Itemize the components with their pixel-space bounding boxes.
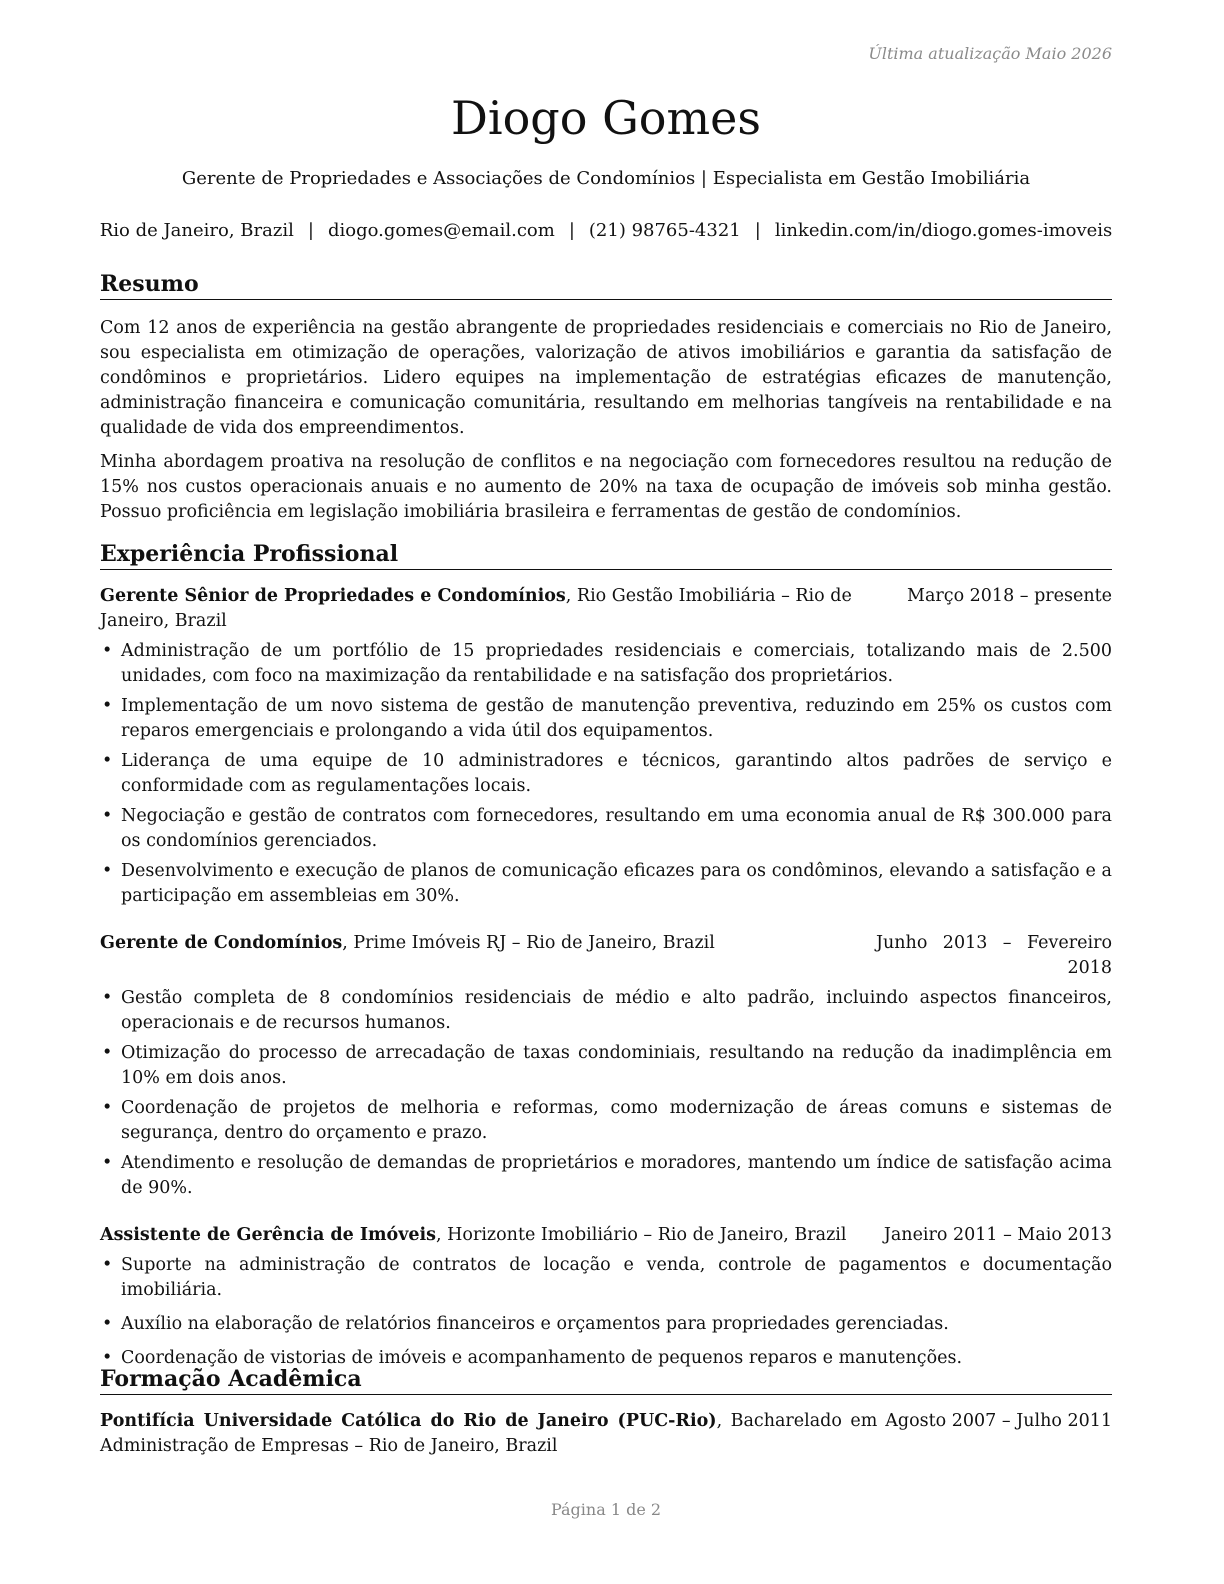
job-header [100,584,1112,634]
candidate-name: Diogo Gomes [451,91,761,145]
job-role: Gerente Sênior de Propriedades e Condomínios [100,586,566,606]
section-title-summary: Resumo [100,270,1112,300]
education-detail: , Bacharelado em Administração de Empresas – Rio de Janeiro, Brazil [100,1411,878,1456]
bullet-icon: • [102,1153,113,1173]
bullet-icon: • [102,861,113,881]
contact-separator: | [568,220,575,241]
list-item: • Auxílio na elaboração de relatórios financeiros e orçamentos para propriedades gerenciadas. [100,1312,1112,1337]
contact-line [100,218,1112,244]
page-number: Página 1 de 2 [550,1500,662,1519]
list-item: • Negociação e gestão de contratos com fornecedores, resultando em uma economia anual de R$ 300.000 para os condomínios gerenciados. [102,806,1112,851]
list-item: • Suporte na administração de contratos de locação e venda, controle de pagamentos e documentação imobiliária. [102,1255,1112,1300]
job-title-line [100,1223,884,1248]
contact-location: Rio de Janeiro, Brazil [99,220,294,241]
section-title-education: Formação Acadêmica [100,1365,1112,1395]
list-item: • Coordenação de vistorias de imóveis e acompanhamento de pequenos reparos e manutenções. [100,1346,1112,1371]
list-item: • Liderança de uma equipe de 10 administradores e técnicos, garantindo altos padrões de serviço e conformidade com as regulamentações locais. [102,751,1112,796]
last-updated: Última atualização Maio 2026 [868,44,1112,63]
job-dates: Janeiro 2011 – Maio 2013 [883,1225,1112,1245]
list-item: • Atendimento e resolução de demandas de proprietários e moradores, mantendo um índice de satisfação acima de 90%. [102,1153,1112,1198]
job-title-line [100,931,876,956]
job-bullets [100,1253,1112,1371]
resume-page [100,0,1112,1584]
list-item: • Gestão completa de 8 condomínios residenciais de médio e alto padrão, incluindo aspectos financeiros, operacionais e de recursos humanos. [102,988,1112,1033]
bullet-icon: • [102,751,113,771]
contact-phone: (21) 98765-4321 [588,220,741,241]
job-header [100,931,1112,981]
bullet-icon: • [102,1348,113,1368]
bullet-icon: • [102,641,113,661]
section-title-experience: Experiência Profissional [100,540,1112,570]
bullet-icon: • [102,1043,113,1063]
education-dates: Agosto 2007 – Julho 2011 [885,1411,1112,1431]
job-bullets [100,639,1112,909]
job-entry [100,931,1112,1201]
list-item: • Administração de um portfólio de 15 propriedades residenciais e comerciais, totalizando mais de 2.500 unidades, com foco na maximização da rentabilidade e na satisfação dos proprietários. [102,641,1112,686]
bullet-icon: • [102,1314,113,1334]
bullet-icon: • [102,806,113,826]
contact-linkedin[interactable]: linkedin.com/in/diogo.gomes-imoveis [774,220,1113,241]
list-item: • Implementação de um novo sistema de gestão de manutenção preventiva, reduzindo em 25% os custos com reparos emergenciais e prolongando a vida útil dos equipamentos. [102,696,1112,741]
bullet-icon: • [102,1255,113,1275]
job-role: Assistente de Gerência de Imóveis [100,1225,437,1245]
list-item: • Coordenação de projetos de melhoria e reformas, como modernização de áreas comuns e sistemas de segurança, dentro do orçamento e prazo. [102,1098,1112,1143]
job-dates: Março 2018 – presente [907,586,1112,606]
bullet-icon: • [102,696,113,716]
job-entry [100,584,1112,909]
list-item: • Otimização do processo de arrecadação de taxas condominiais, resultando na redução da inadimplência em 10% em dois anos. [102,1043,1112,1088]
job-entry [100,1223,1112,1371]
education-section [100,1365,1112,1459]
contact-separator: | [307,220,314,241]
contact-email[interactable]: diogo.gomes@email.com [327,220,555,241]
job-company: , Horizonte Imobiliário – Rio de Janeiro, Brazil [436,1225,847,1245]
experience-section [100,540,1112,1371]
bullet-icon: • [102,1098,113,1118]
list-item: • Desenvolvimento e execução de planos de comunicação eficazes para os condôminos, elevando a satisfação e a participação em assembleias em 30%. [102,861,1112,906]
job-header [100,1223,1112,1248]
summary-paragraph: Minha abordagem proativa na resolução de conflitos e na negociação com fornecedores resultou na redução de 15% nos custos operacionais anuais e no aumento de 20% na taxa de ocupação de imóveis sob minha gestão. Possuo proficiência em legislação imobiliária brasileira e ferramentas de gestão de condomínios. [100,452,1112,522]
education-header [100,1409,1112,1459]
job-role: Gerente de Condomínios [100,933,343,953]
education-entry [100,1409,1112,1459]
bullet-icon: • [102,988,113,1008]
education-title-line [100,1409,885,1459]
summary-paragraph: Com 12 anos de experiência na gestão abrangente de propriedades residenciais e comerciais no Rio de Janeiro, sou especialista em otimização de operações, valorização de ativos imobiliários e garantia da satisfação de condôminos e proprietários. Lidero equipes na implementação de estratégias eficazes de manutenção, administração financeira e comunicação comunitária, resultando em melhorias tangíveis na rentabilidade e na qualidade de vida dos empreendimentos. [100,318,1112,438]
contact-separator: | [754,220,761,241]
education-school: Pontifícia Universidade Católica do Rio de Janeiro (PUC-Rio) [100,1411,717,1431]
job-company: , Prime Imóveis RJ – Rio de Janeiro, Brazil [342,933,715,953]
candidate-headline: Gerente de Propriedades e Associações de Condomínios | Especialista em Gestão Imobiliária [181,168,1031,189]
job-title-line [100,584,907,634]
job-bullets [100,986,1112,1201]
summary-section [100,270,1112,525]
job-dates: Junho 2013 – Fevereiro 2018 [876,933,1112,978]
job-company: , Rio Gestão Imobiliária – Rio de Janeiro, Brazil [100,586,852,631]
